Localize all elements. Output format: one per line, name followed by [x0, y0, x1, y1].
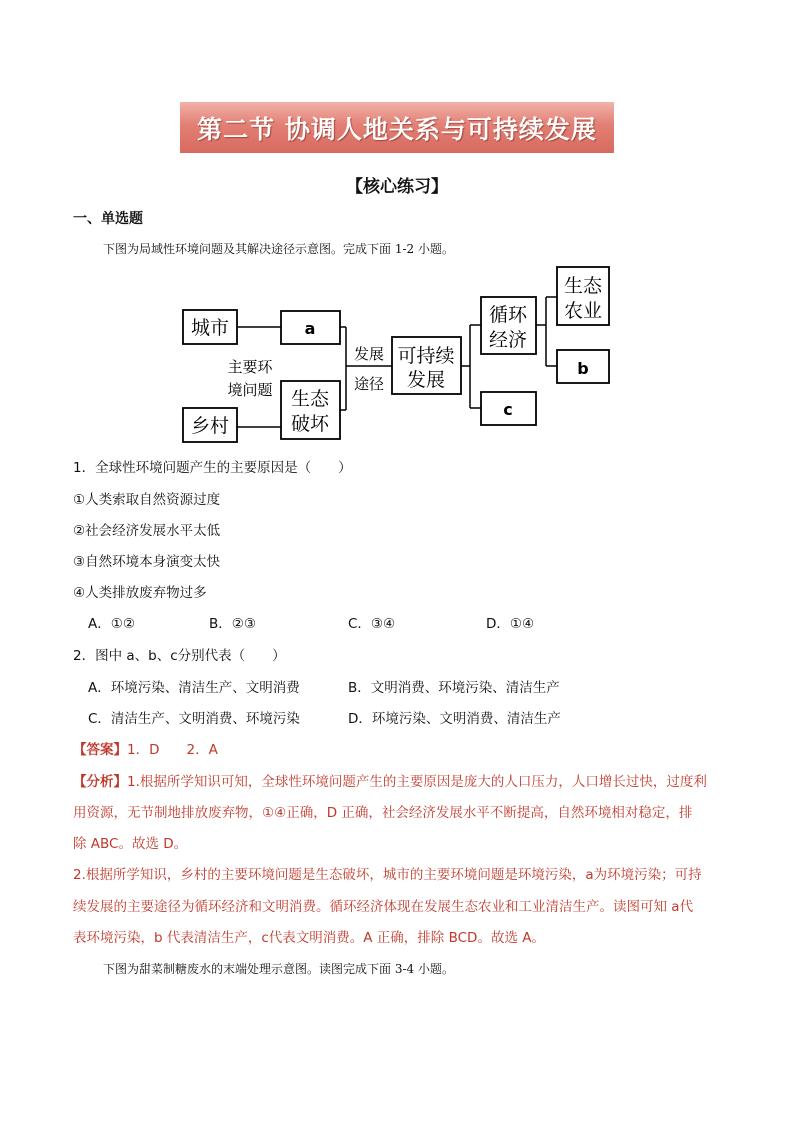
label-c: c — [503, 400, 513, 419]
q1-option-a: A．①② — [88, 616, 135, 632]
answer-label: 【答案】 — [73, 742, 127, 758]
analysis-label: 【分析】 — [73, 774, 127, 790]
city-label: 城市 — [190, 317, 230, 339]
flow-diagram — [0, 0, 794, 450]
q2-option-b: B．文明消费、环境污染、清洁生产 — [348, 680, 560, 696]
answer-line — [73, 738, 218, 758]
analysis-line-1 — [73, 770, 707, 790]
analysis-line-3: 除 ABC。故选 D。 — [73, 836, 188, 852]
eco-agri-label-2: 农业 — [563, 300, 603, 322]
q2-stem: 2．图中 a、b、c分别代表（ ） — [73, 648, 286, 664]
village-label: 乡村 — [190, 415, 230, 437]
q2-option-d: D．环境污染、文明消费、清洁生产 — [348, 711, 561, 727]
answer-text: 1．D 2．A — [127, 742, 218, 758]
q1-option-d: D．①④ — [486, 616, 535, 632]
sustainable-label-1: 可持续 — [397, 345, 455, 367]
q1-item-3: ③自然环境本身演变太快 — [73, 554, 221, 570]
analysis-text-1: 1.根据所学知识可知，全球性环境问题产生的主要原因是庞大的人口压力，人口增长过快，过度利 — [127, 774, 707, 790]
path-label-1: 发展 — [353, 345, 385, 363]
label-b: b — [577, 359, 589, 378]
main-issue-label-1: 主要环 — [227, 358, 273, 376]
label-a: a — [304, 319, 316, 338]
analysis-line-4: 2.根据所学知识，乡村的主要环境问题是生态破坏，城市的主要环境问题是环境污染，a为环境污染；可持 — [73, 867, 702, 883]
q1-option-c: C．③④ — [348, 616, 396, 632]
sustainable-label-2: 发展 — [406, 369, 446, 391]
circular-label-2: 经济 — [488, 329, 528, 351]
page-title: 第二节 协调人地关系与可持续发展 — [197, 114, 597, 144]
analysis-line-2: 用资源，无节制地排放废弃物，①④正确，D 正确，社会经济发展水平不断提高，自然环境相对稳定，排 — [73, 805, 693, 821]
q1-item-2: ②社会经济发展水平太低 — [73, 523, 221, 539]
eco-agri-label-1: 生态 — [563, 275, 603, 297]
eco-damage-label-2: 破坏 — [290, 413, 330, 435]
q1-option-b: B．②③ — [209, 616, 256, 632]
analysis-line-5: 续发展的主要途径为循环经济和文明消费。循环经济体现在发展生态农业和工业清洁生产。读图可知 a代 — [73, 899, 694, 915]
intro-text-1: 下图为局域性环境问题及其解决途径示意图。完成下面 1-2 小题。 — [103, 242, 454, 256]
q1-item-4: ④人类排放废弃物过多 — [73, 585, 207, 601]
section-subtitle: 【核心练习】 — [346, 177, 448, 197]
q1-stem: 1．全球性环境问题产生的主要原因是（ ） — [73, 460, 352, 476]
section-heading: 一、单选题 — [73, 211, 143, 227]
q1-item-1: ①人类索取自然资源过度 — [73, 492, 221, 508]
eco-damage-label-1: 生态 — [290, 388, 330, 410]
q2-option-a: A．环境污染、清洁生产、文明消费 — [88, 680, 300, 696]
analysis-line-6: 表环境污染，b 代表清洁生产，c代表文明消费。A 正确，排除 BCD。故选 A。 — [73, 930, 545, 946]
main-issue-label-2: 境问题 — [227, 381, 273, 399]
intro-text-2: 下图为甜菜制糖废水的末端处理示意图。读图完成下面 3-4 小题。 — [103, 962, 454, 976]
q2-option-c: C．清洁生产、文明消费、环境污染 — [88, 711, 300, 727]
path-label-2: 途径 — [353, 375, 385, 393]
circular-label-1: 循环 — [488, 304, 528, 326]
